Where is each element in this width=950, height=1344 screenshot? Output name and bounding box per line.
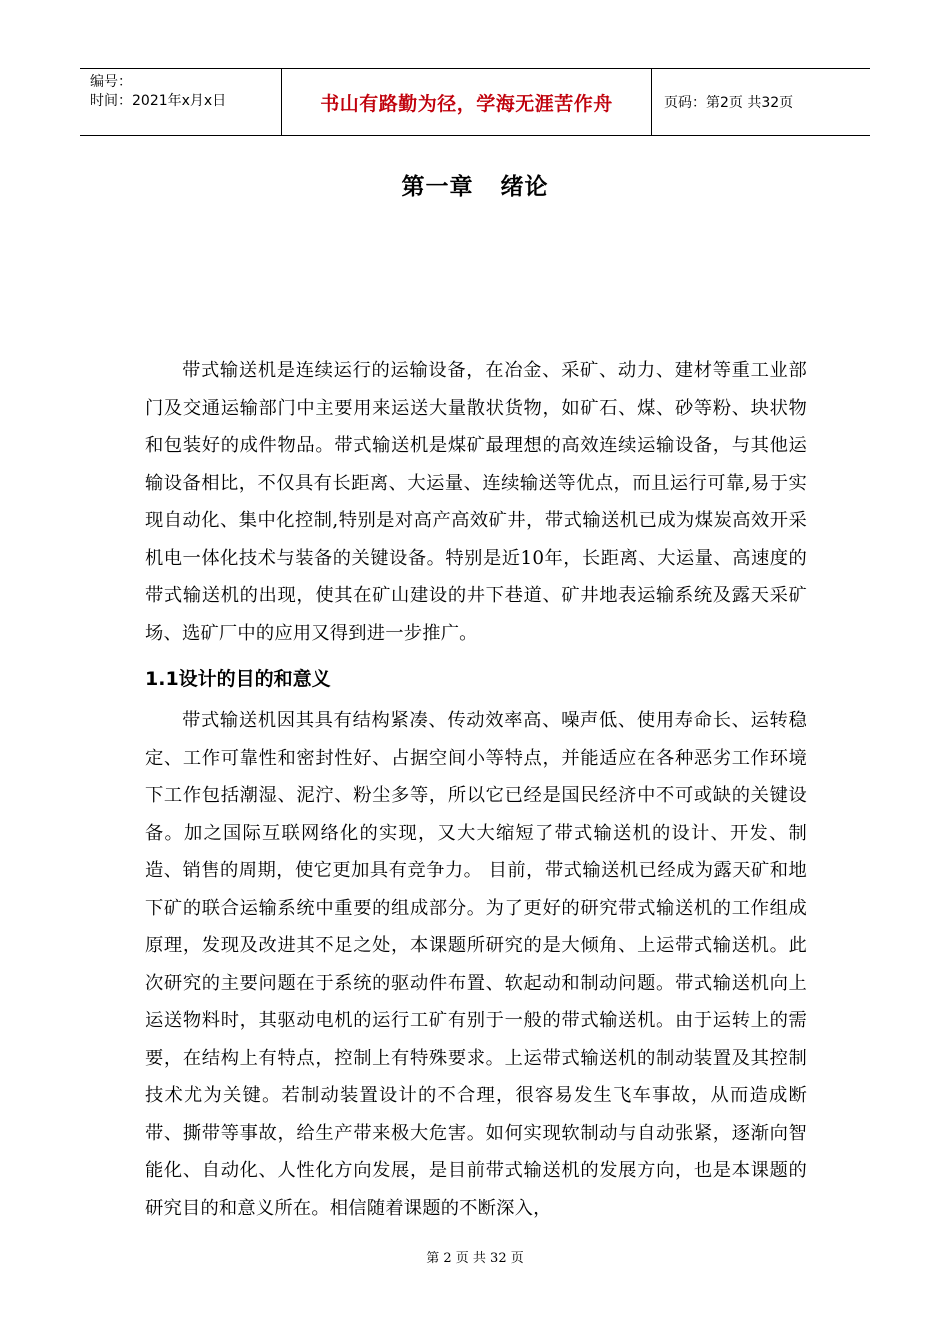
section-heading: 1.1设计的目的和意义 — [145, 668, 331, 690]
header-page-info: 页码：第2页 共32页 — [664, 95, 794, 111]
page-footer: 第 2 页 共 32 页 — [426, 1251, 524, 1266]
body-paragraph: 带式输送机因其具有结构紧凑、传动效率高、噪声低、使用寿命长、运转稳定、工作可靠性和密封性好、占据空间小等特点，并能适应在各种恶劣工作环境下工作包括潮湿、泥泞、粉尘多等，所以它已经是国民经济中不可或缺的关键设备。加之国际互联网络化的实现，又大大缩短了带式输送机的设计、开发、制造、销售的周期，使它更加具有竞争力。 目前，带式输送机已经成为露天矿和地下矿的联合运输系统中重要的组成部分。为了更好的研究带式输送机的工作组成原理，发现及改进其不足之处，本课题所研究的是大倾角、上运带式输送机。此次研究的主要问题在于系统的驱动件布置、软起动和制动问题。带式输送机向上运送物料时，其驱动电机的运行工矿有别于一般的带式输送机。由于运转上的需要，在结构上有特点，控制上有特殊要求。上运带式输送机的制动装置及其控制技术尤为关键。若制动装置设计的不合理，很容易发生飞车事故，从而造成断带、撕带等事故，给生产带来极大危害。如何实现软制动与自动张紧，逐渐向智能化、自动化、人性化方向发展，是目前带式输送机的发展方向，也是本课题的研究目的和意义所在。相信随着课题的不断深入， — [145, 710, 807, 1219]
header-meta-cell — [80, 69, 282, 135]
chapter-title: 第一章 绪论 — [401, 174, 549, 200]
document-header — [80, 68, 870, 136]
header-motto: 书山有路勤为径，学海无涯苦作舟 — [282, 69, 652, 135]
time-label: 时间：2021年x月x日 — [90, 93, 227, 109]
body-paragraph: 带式输送机是连续运行的运输设备，在冶金、采矿、动力、建材等重工业部门及交通运输部门中主要用来运送大量散状货物，如矿石、煤、砂等粉、块状物和包装好的成件物品。带式输送机是煤矿最理想的高效连续运输设备，与其他运输设备相比，不仅具有长距离、大运量、连续输送等优点，而且运行可靠,易于实现自动化、集中化控制,特别是对高产高效矿井，带式输送机已成为煤炭高效开采机电一体化技术与装备的关键设备。特别是近10年，长距离、大运量、高速度的带式输送机的出现，使其在矿山建设的井下巷道、矿井地表运输系统及露天采矿场、选矿厂中的应用又得到进一步推广。 — [145, 360, 807, 644]
code-label: 编号： — [90, 74, 132, 90]
